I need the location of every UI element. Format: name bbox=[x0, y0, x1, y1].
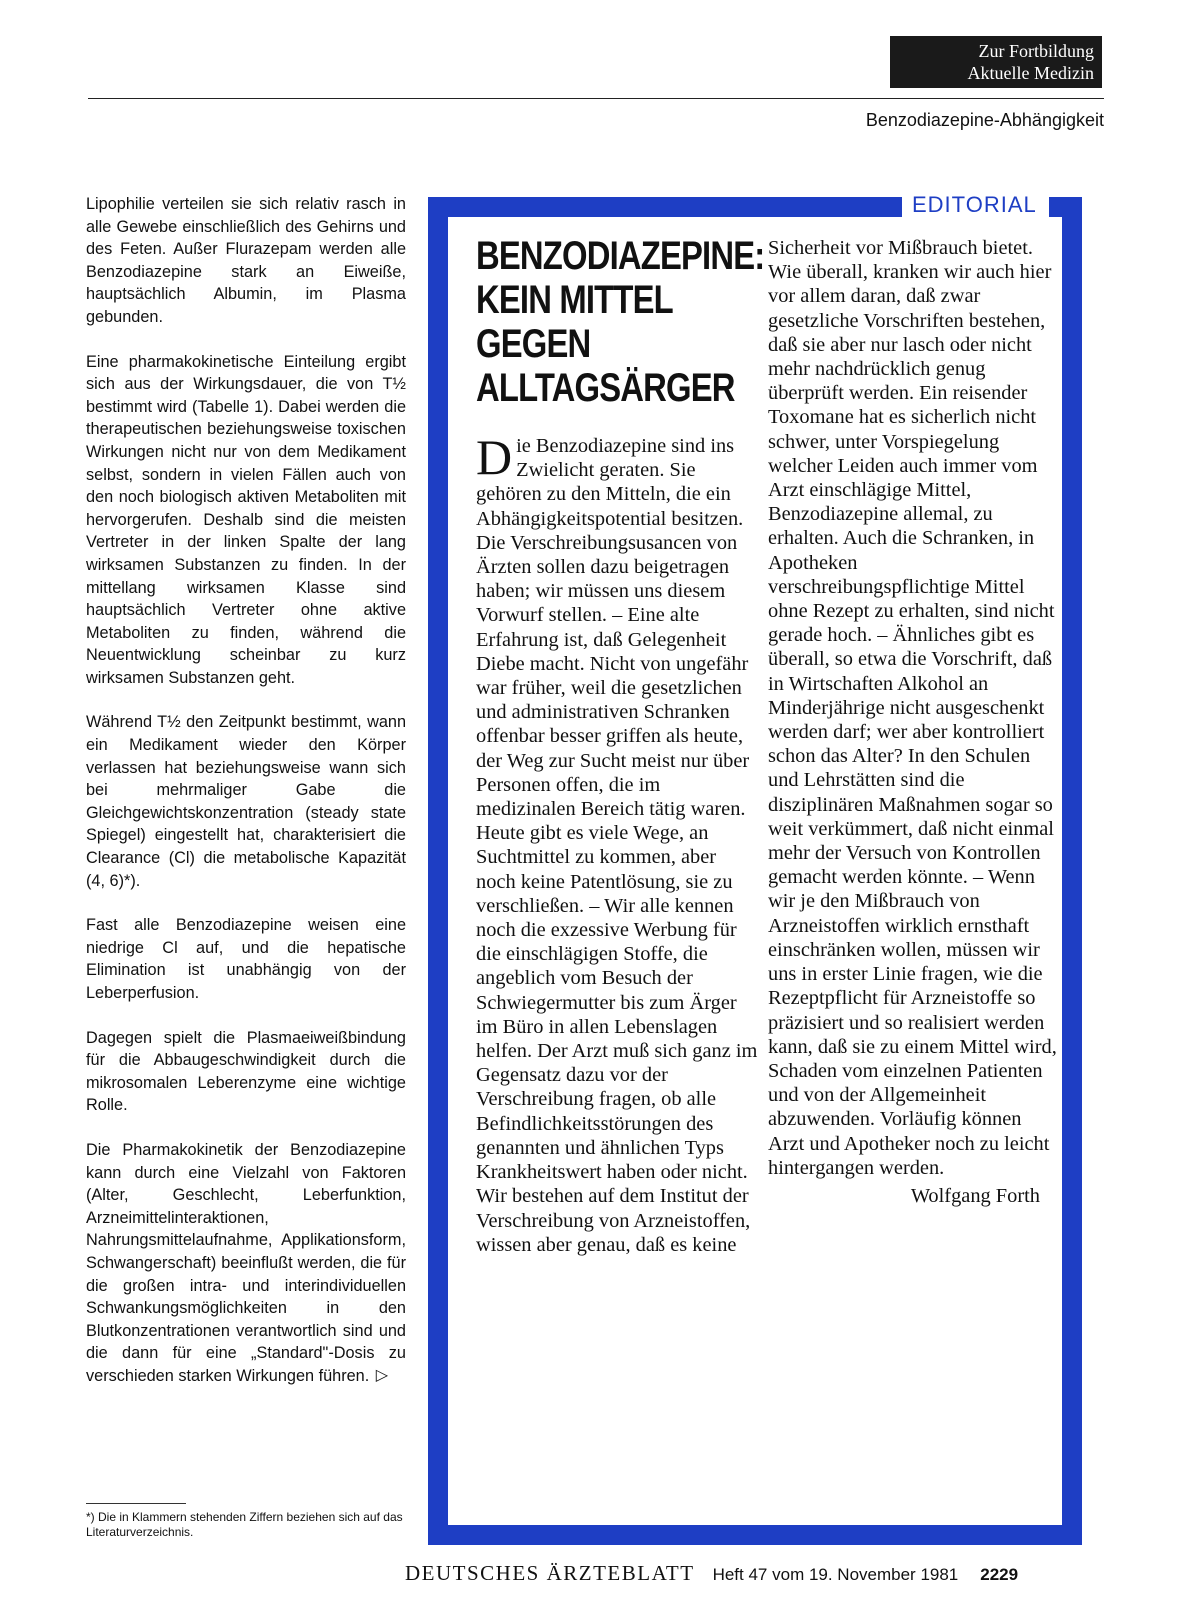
footnote-rule bbox=[86, 1503, 186, 1504]
section-tag-line2: Aktuelle Medizin bbox=[967, 63, 1094, 83]
left-paragraph-1: Lipophilie verteilen sie sich relativ rasch in alle Gewebe einschließlich des Gehirns und des Feten. Außer Flurazepam werden alle Benzodiazepine stark an Eiweiße, hauptsächlich Albumin, im Plasma gebunden. bbox=[86, 195, 406, 326]
section-tag bbox=[890, 36, 1102, 88]
page-footer bbox=[405, 1561, 1083, 1586]
editorial-headline bbox=[476, 234, 766, 410]
drop-cap: D bbox=[476, 429, 513, 485]
headline-line-4: ALLTAGSÄRGER bbox=[476, 366, 735, 410]
author-signature: Wolfgang Forth bbox=[910, 1184, 1040, 1207]
journal-name: DEUTSCHES ÄRZTEBLATT bbox=[405, 1561, 695, 1585]
header-rule bbox=[88, 98, 1104, 99]
page-number: 2229 bbox=[980, 1565, 1019, 1584]
left-paragraph-4: Fast alle Benzodiazepine weisen eine niedrige Cl auf, und die hepatische Elimination ist unabhängig von der Leberperfusion. bbox=[86, 916, 406, 1002]
editorial-column-1 bbox=[476, 429, 760, 1257]
editorial-paragraph-3: Sicherheit vor Mißbrauch bietet. Wie überall, kranken wir auch hier vor allem daran, daß zwar gesetzliche Vorschriften bestehen, daß sie aber nur lasch oder nicht mehr nachdrücklich genug überprüft werden. Ein reisender Toxomane hat es sicherlich nicht schwer, unter Vorspiegelung welcher Leiden auch immer vom Arzt einschlägige Mittel, Benzodiazepine allemal, zu erhalten. Auch die Schranken, in Apotheken verschreibungspflichtige Mittel ohne Rezept zu erhalten, sind nicht gerade hoch. – Ähnliches gibt es überall, so etwa die Vorschrift, daß in Wirtschaften Alkohol an Minderjährige nicht ausgeschenkt werden darf; wer aber kontrolliert schon das Alter? In den Schulen und Lehrstätten sind die disziplinären Maßnahmen sogar so weit verkümmert, daß nicht einmal mehr der Versuch von Kontrollen gemacht werden könnte. – Wenn wir je den Mißbrauch von Arzneistoffen wirklich ernsthaft einschränken wollen, müssen wir uns in erster Linie fragen, wie die Rezeptpflicht für Arzneistoffe so präzisiert und so realisiert werden kann, daß sie zu einem Mittel wird, Schaden vom einzelnen Patienten und von der Allgemeinheit abzuwenden. Vorläufig können Arzt und Apotheker noch zu leicht hintergangen werden. bbox=[768, 237, 1057, 1179]
left-column bbox=[86, 193, 406, 1388]
left-paragraph-6-text: Die Pharmakokinetik der Benzodiazepine kann durch eine Vielzahl von Faktoren (Alter, Geschlecht, Leberfunktion, Arzneimittelinteraktionen, Nahrungsmittelaufnahme, Applikationsform, Schwangerschaft) beeinflußt werden, die für die großen intra- und interindividuellen Schwankungsmöglichkeiten in den Blutkonzentrationen verantwortlich sind und die dann für eine „Standard"-Dosis zu verschieden starken Wirkungen führen. bbox=[86, 1140, 406, 1385]
left-paragraph-5: Dagegen spielt die Plasmaeiweißbindung für die Abbaugeschwindigkeit durch die mikrosomalen Leberenzyme eine wichtige Rolle. bbox=[86, 1028, 406, 1115]
editorial-label: EDITORIAL bbox=[902, 190, 1049, 220]
continue-arrow-icon: ▷ bbox=[375, 1366, 388, 1384]
left-paragraph-3: Während T½ den Zeitpunkt bestimmt, wann ein Medikament wieder den Körper verlassen hat beziehungsweise wann sich bei mehrmaliger Gabe die Gleichgewichtskonzentration (steady state Spiegel) eingestellt hat, charakterisiert die Clearance (Cl) die metabolische Kapazität (4, 6)*). bbox=[86, 713, 406, 890]
headline-line-3: GEGEN bbox=[476, 322, 591, 366]
running-head: Benzodiazepine-Abhängigkeit bbox=[865, 110, 1104, 130]
issue-info: Heft 47 vom 19. November 1981 bbox=[712, 1565, 959, 1584]
editorial-column-2 bbox=[768, 236, 1060, 1208]
section-tag-line1: Zur Fortbildung bbox=[978, 41, 1094, 61]
editorial-paragraph-2: Wir bestehen auf dem Institut der Verschreibung von Arzneistoffen, wissen aber genau, daß es keine bbox=[476, 1185, 751, 1256]
editorial-paragraph-1-text: ie Benzodiazepine sind ins Zwielicht geraten. Sie gehören zu den Mitteln, die ein Abhängigkeitspotential besitzen. Die Verschreibungsusancen von Ärzten sollen dazu beigetragen haben; wir müssen uns diesem Vorwurf stellen. – Eine alte Erfahrung ist, daß Gelegenheit Diebe macht. Nicht von ungefähr war früher, weil die gesetzlichen und administrativen Schranken offenbar besser griffen als heute, der Weg zur Sucht meist nur über Personen offen, die im medizinalen Bereich tätig waren. Heute gibt es viele Wege, an Suchtmittel zu kommen, aber noch keine Patentlösung, sie zu verschließen. – Wir alle kennen noch die exzessive Werbung für die einschlägigen Stoffe, die angeblich vom Besuch der Schwiegermutter bis zum Ärger im Büro in allen Lebenslagen helfen. Der Arzt muß sich ganz im Gegensatz dazu vor der Verschreibung fragen, ob alle Befindlichkeitsstörungen des genannten und ähnlichen Typs Krankheitswert haben oder nicht. bbox=[476, 435, 758, 1184]
headline-line-1: BENZODIAZEPINE: bbox=[476, 234, 765, 278]
editorial-paragraph-1 bbox=[476, 429, 760, 1184]
left-paragraph-2: Eine pharmakokinetische Einteilung ergibt sich aus der Wirkungsdauer, die von T½ bestimmt wird (Tabelle 1). Dabei werden die therapeutischen beziehungsweise toxischen Wirkungen nicht nur von dem Medikament selbst, sondern in vielen Fällen auch von den noch biologisch aktiven Metaboliten mit hervorgerufen. Deshalb sind die meisten Vertreter in der linken Spalte der lang wirksamen Substanzen zu finden. In der mittellang wirksamen Klasse sind hauptsächlich Vertreter ohne aktive Metaboliten zu finden, während die Neuentwicklung scheinbar zu kurz wirksamen Substanzen geht. bbox=[86, 352, 406, 687]
footnote: *) Die in Klammern stehenden Ziffern beziehen sich auf das Literaturverzeichnis. bbox=[86, 1510, 403, 1539]
left-paragraph-6 bbox=[86, 1139, 406, 1388]
headline-line-2: KEIN MITTEL bbox=[476, 278, 673, 322]
